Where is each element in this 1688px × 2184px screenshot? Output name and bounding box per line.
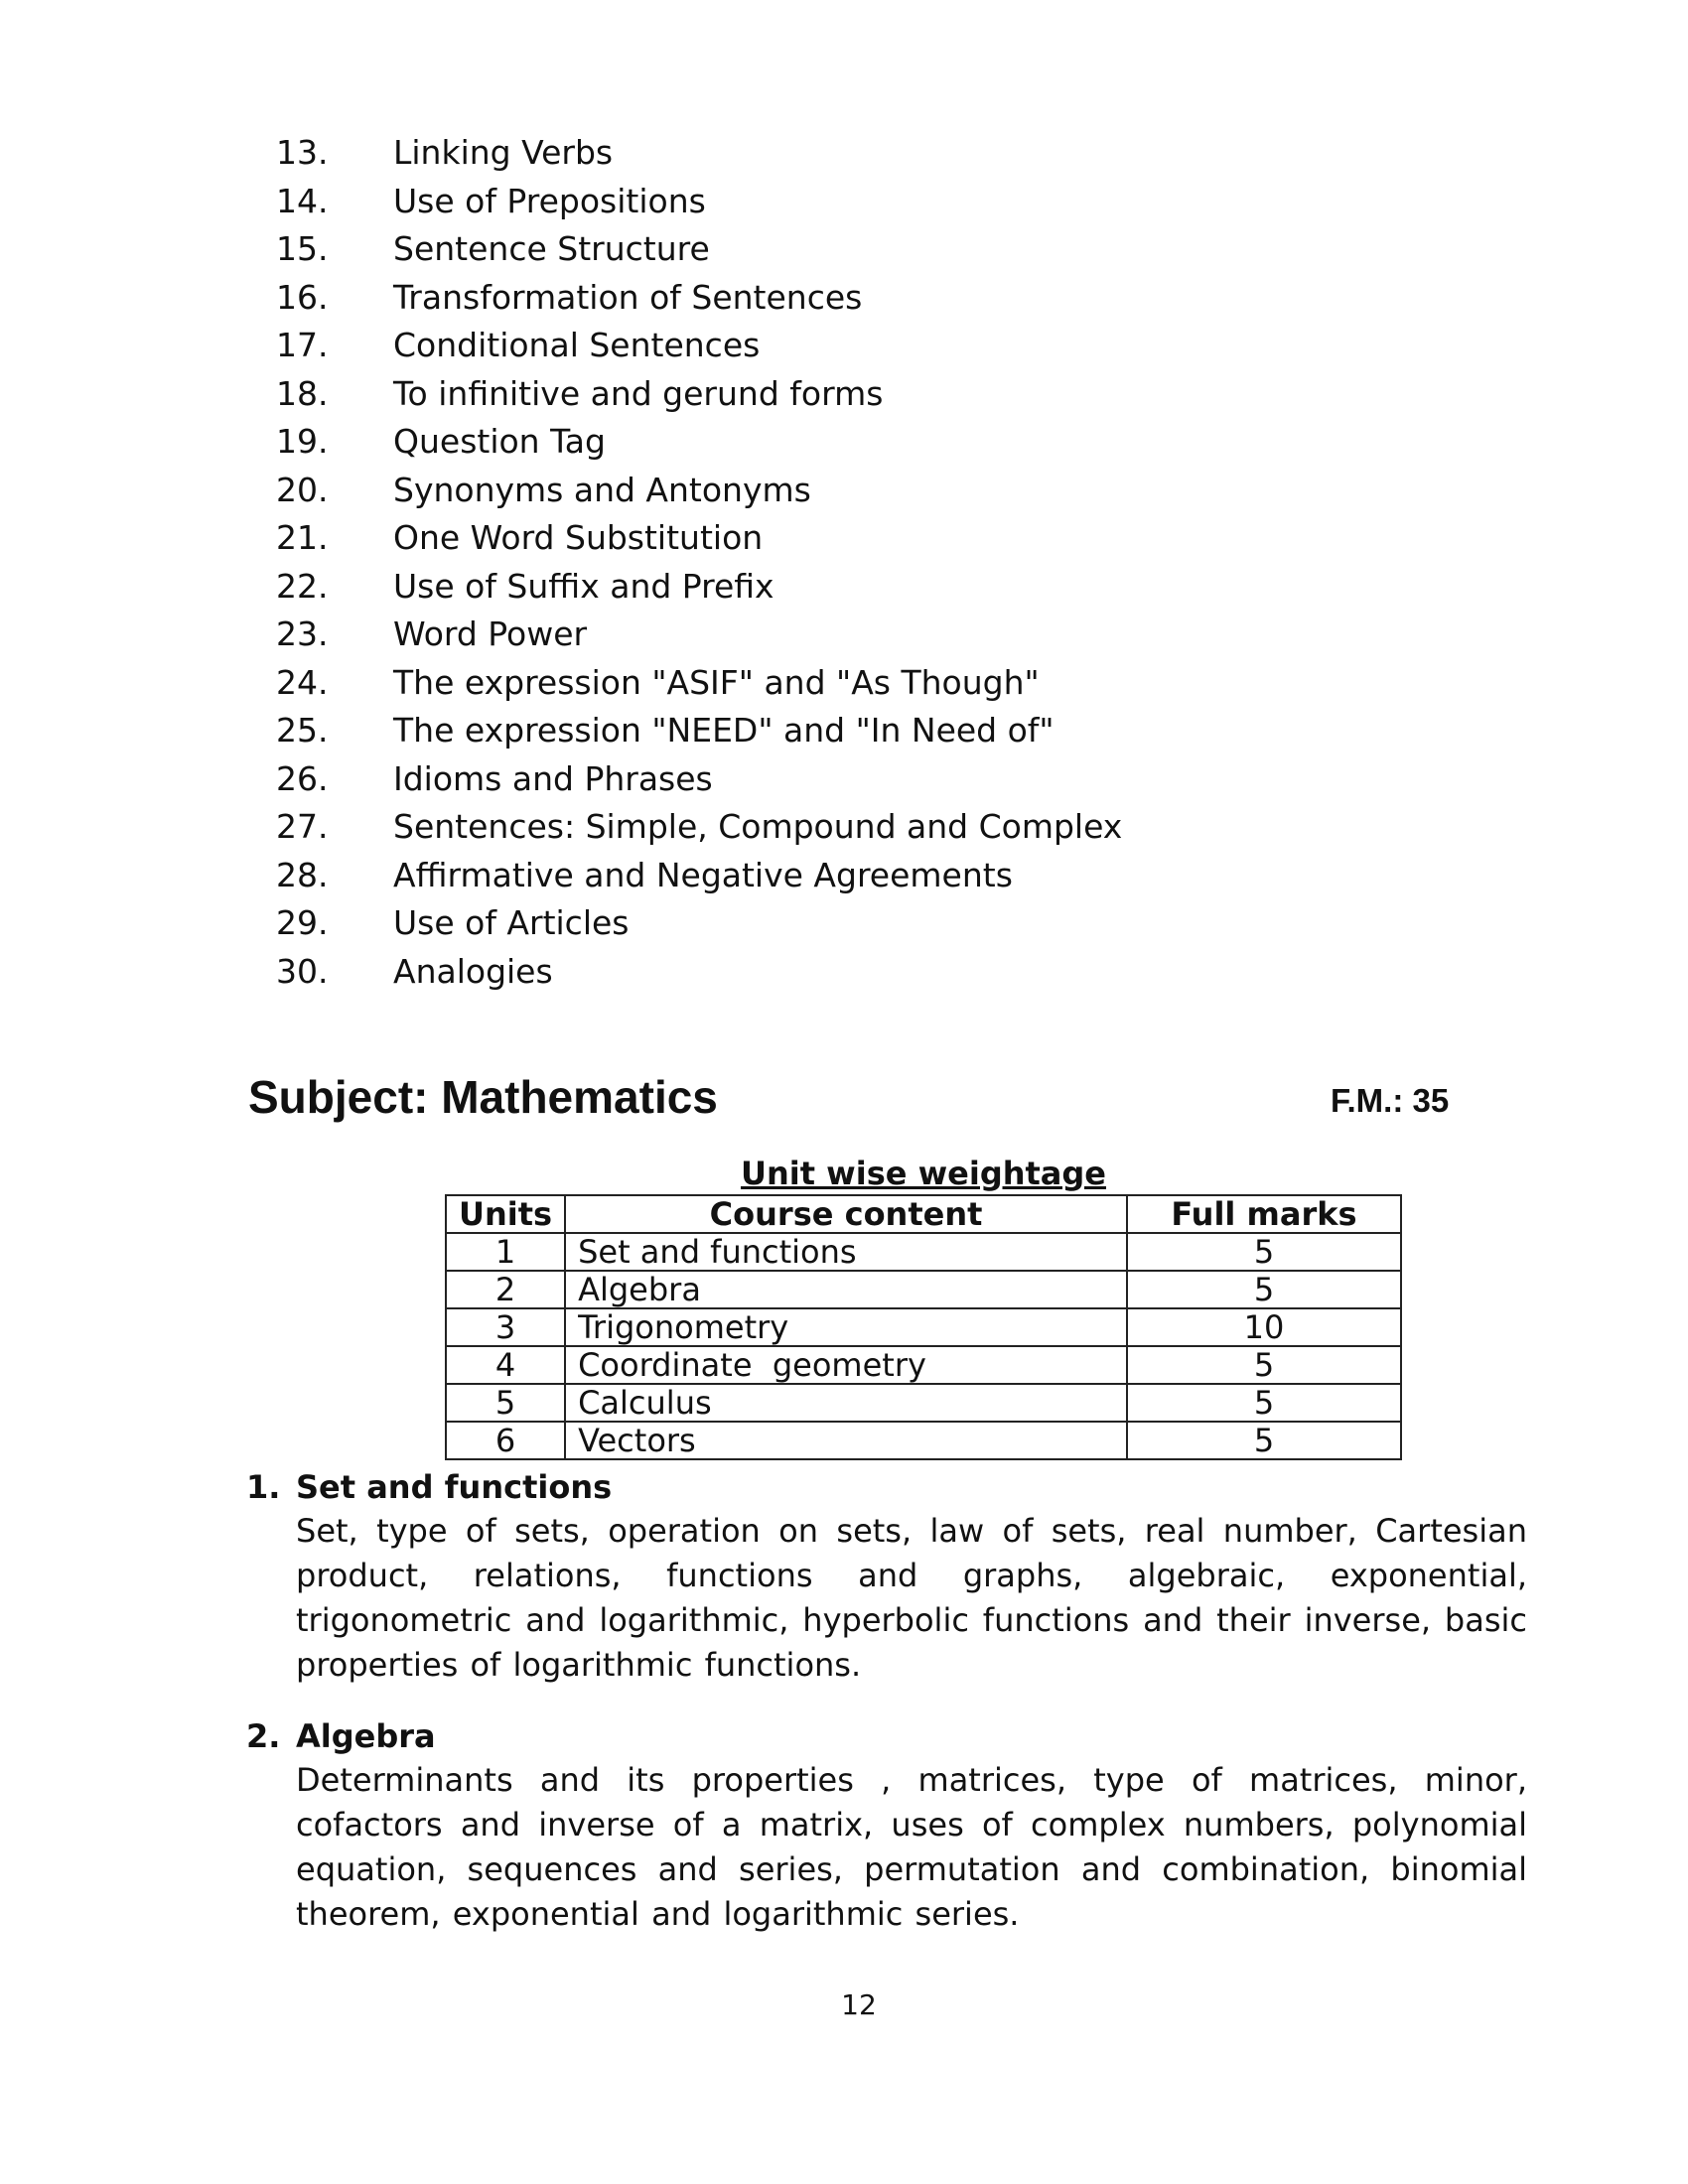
list-item-text: Sentences: Simple, Compound and Complex xyxy=(393,807,1123,846)
section-body: Set, type of sets, operation on sets, law of sets, real number, Cartesian product, relations, functions and graphs, algebraic, exponential, trigonometric and logarithmic, hyperbolic functions and their inverse, basic properties of logarithmic functions. xyxy=(296,1512,1527,1684)
list-item-number: 14. xyxy=(276,181,329,220)
table-row xyxy=(446,1422,1401,1459)
list-item-number: 26. xyxy=(276,758,329,798)
list-item xyxy=(276,563,1269,612)
list-item-number: 21. xyxy=(276,518,329,557)
unit-cell: 3 xyxy=(446,1308,565,1346)
list-item-number: 19. xyxy=(276,422,329,461)
marks-cell: 5 xyxy=(1127,1384,1401,1422)
list-item-text: Synonyms and Antonyms xyxy=(393,470,811,509)
list-item-text: The expression "NEED" and "In Need of" xyxy=(393,711,1055,750)
list-item xyxy=(276,225,1269,274)
list-item-text: To infinitive and gerund forms xyxy=(393,373,884,413)
list-item-number: 17. xyxy=(276,326,329,364)
marks-cell: 5 xyxy=(1127,1271,1401,1308)
unit-cell: 5 xyxy=(446,1384,565,1422)
list-item-number: 25. xyxy=(276,711,329,750)
content-cell: Algebra xyxy=(565,1271,1127,1308)
list-item xyxy=(276,707,1269,755)
list-item-number: 28. xyxy=(276,855,329,894)
marks-cell: 5 xyxy=(1127,1233,1401,1271)
full-marks-label: F.M.: 35 xyxy=(1331,1082,1450,1119)
list-item-text: Word Power xyxy=(393,614,588,653)
list-item-number: 29. xyxy=(276,903,329,942)
content-cell: Calculus xyxy=(565,1384,1127,1422)
section-set-and-functions xyxy=(246,1465,1527,1688)
list-item-text: The expression "ASIF" and "As Though" xyxy=(393,662,1040,702)
list-item xyxy=(276,370,1269,419)
list-item-text: Linking Verbs xyxy=(393,133,614,172)
list-item xyxy=(276,899,1269,948)
list-item xyxy=(276,467,1269,515)
list-item-text: Question Tag xyxy=(393,422,606,461)
marks-cell: 5 xyxy=(1127,1346,1401,1384)
list-item xyxy=(276,322,1269,370)
column-header-course-content: Course content xyxy=(565,1195,1127,1233)
unit-weightage-table xyxy=(445,1194,1402,1460)
list-item-text: Transformation of Sentences xyxy=(393,277,863,317)
page-number: 12 xyxy=(841,1988,877,2021)
content-cell: Coordinate geometry xyxy=(565,1346,1127,1384)
list-item-text: Idioms and Phrases xyxy=(393,758,713,798)
unit-cell: 4 xyxy=(446,1346,565,1384)
list-item-number: 15. xyxy=(276,229,329,268)
topic-list xyxy=(276,129,1269,996)
table-row xyxy=(446,1346,1401,1384)
table-row xyxy=(446,1308,1401,1346)
list-item-text: Conditional Sentences xyxy=(393,326,761,364)
content-cell: Trigonometry xyxy=(565,1308,1127,1346)
table-row xyxy=(446,1233,1401,1271)
list-item xyxy=(276,659,1269,708)
column-header-units: Units xyxy=(446,1195,565,1233)
list-item-number: 13. xyxy=(276,133,329,172)
list-item-number: 18. xyxy=(276,373,329,413)
content-cell: Set and functions xyxy=(565,1233,1127,1271)
list-item-text: One Word Substitution xyxy=(393,518,764,557)
list-item-text: Use of Articles xyxy=(393,903,630,942)
list-item-text: Sentence Structure xyxy=(393,229,710,268)
list-item xyxy=(276,178,1269,226)
list-item-number: 16. xyxy=(276,277,329,317)
list-item-number: 22. xyxy=(276,566,329,606)
list-item-number: 20. xyxy=(276,470,329,509)
table-row xyxy=(446,1271,1401,1308)
list-item xyxy=(276,274,1269,323)
marks-cell: 5 xyxy=(1127,1422,1401,1459)
list-item-number: 24. xyxy=(276,662,329,702)
table-caption: Unit wise weightage xyxy=(740,1155,1106,1192)
list-item xyxy=(276,948,1269,997)
list-item xyxy=(276,755,1269,804)
subject-title: Subject: Mathematics xyxy=(248,1071,718,1123)
section-number: 1. xyxy=(246,1468,281,1506)
unit-cell: 1 xyxy=(446,1233,565,1271)
unit-cell: 2 xyxy=(446,1271,565,1308)
column-header-full-marks: Full marks xyxy=(1127,1195,1401,1233)
section-title: Algebra xyxy=(296,1717,436,1755)
table-row xyxy=(446,1384,1401,1422)
table-header-row xyxy=(446,1195,1401,1233)
section-algebra xyxy=(246,1714,1527,1937)
list-item-text: Use of Suffix and Prefix xyxy=(393,566,774,606)
list-item xyxy=(276,611,1269,659)
list-item xyxy=(276,418,1269,467)
list-item xyxy=(276,803,1269,852)
list-item-text: Affirmative and Negative Agreements xyxy=(393,855,1013,894)
section-body: Determinants and its properties , matrices, type of matrices, minor, cofactors and inverse of a matrix, uses of complex numbers, polynomial equation, sequences and series, permutation and combination, binomial theorem, exponential and logarithmic series. xyxy=(296,1761,1527,1933)
section-heading xyxy=(246,1714,1527,1758)
list-item xyxy=(276,852,1269,900)
list-item xyxy=(276,129,1269,178)
section-heading xyxy=(246,1465,1527,1509)
list-item-number: 23. xyxy=(276,614,329,653)
unit-cell: 6 xyxy=(446,1422,565,1459)
section-number: 2. xyxy=(246,1717,281,1755)
list-item xyxy=(276,514,1269,563)
section-title: Set and functions xyxy=(296,1468,613,1506)
content-cell: Vectors xyxy=(565,1422,1127,1459)
list-item-text: Use of Prepositions xyxy=(393,181,706,220)
marks-cell: 10 xyxy=(1127,1308,1401,1346)
list-item-text: Analogies xyxy=(393,951,553,991)
list-item-number: 30. xyxy=(276,951,329,991)
list-item-number: 27. xyxy=(276,807,329,846)
